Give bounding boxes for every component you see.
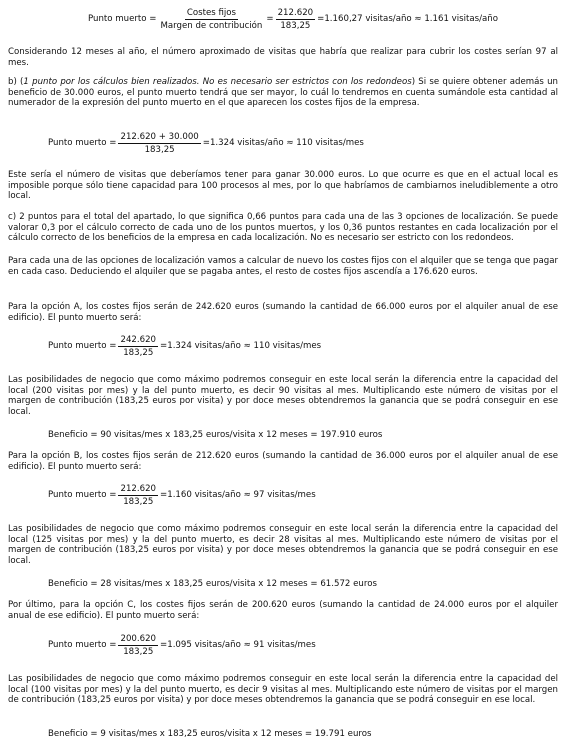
text-italic: 1 punto por los cálculos bien realizados. No es necesario ser estrictos con los redondeos <box>23 77 412 87</box>
fraction-numerator: 212.620 <box>120 484 157 494</box>
paragraph-c: c) 2 puntos para el total del apartado, lo que significa 0,66 puntos para cada una de las 3 opciones de localización. Se puede valorar 0,3 por el cálculo correcto de cada uno de los puntos muertos, y los 0,36 puntos restantes en cada localización por el cálculo correcto de los beneficios de la empresa en cada localización. No es necesario ser estricto con los redondeos. <box>8 212 558 244</box>
equation-break-even-1 <box>88 8 498 31</box>
equation-break-even-c <box>48 634 316 657</box>
fraction-denominator: 183,25 <box>144 145 175 155</box>
text: b) ( <box>8 77 24 87</box>
fraction-numerator: 200.620 <box>120 634 157 644</box>
equation-break-even-a <box>48 335 321 358</box>
eq-rhs: =1.324 visitas/año ≈ 110 visitas/mes <box>160 341 322 352</box>
eq-lhs: Punto muerto = <box>48 138 117 149</box>
paragraph: Este sería el número de visitas que deberíamos tener para ganar 30.000 euros. Lo que ocurre es que en el actual local es imposible porque sólo tiene capacidad para 100 procesos al mes, por lo que habríamos de cambiarnos ineludiblemente a otro local. <box>8 170 558 202</box>
text: ) Si se quiere obtener además un beneficio de 30.000 euros, el punto muerto tendrá que ser mayor, lo cuál lo tendremos en cuenta sumándole esta cantidad al numerador de la expresión del punto muerto en el que aparecen los costes fijos de la empresa. <box>8 77 558 109</box>
fraction <box>158 8 264 31</box>
paragraph-b <box>8 77 558 109</box>
fraction <box>118 484 158 507</box>
paragraph: Las posibilidades de negocio que como máximo podremos conseguir en este local serán la diferencia entre la capacidad del local (200 visitas por mes) y la del punto muerto, es decir 90 visitas al mes. Multiplicando este número de visitas por el margen de contribución (183,25 euros por visita) y por doce meses obtendremos la ganancia que se podrá conseguir en ese local. <box>8 375 558 418</box>
fraction <box>118 132 200 155</box>
paragraph: Para cada una de las opciones de localización vamos a calcular de nuevo los costes fijos con el alquiler que se tenga que pagar en cada caso. Deduciendo el alquiler que se pagaba antes, el resto de costes fijos ascendía a 176.620 euros. <box>8 256 558 277</box>
fraction-denominator: 183,25 <box>123 497 154 507</box>
paragraph: Las posibilidades de negocio que como máximo podremos conseguir en este local serán la diferencia entre la capacidad del local (125 visitas por mes) y la del punto muerto, es decir 28 visitas al mes. Multiplicando este número de visitas por el margen de contribución (183,25 euros por visita) y por doce meses obtendremos la ganancia que se podrá conseguir en ese local. <box>8 524 558 567</box>
eq-rhs: =1.160,27 visitas/año ≈ 1.161 visitas/año <box>317 14 498 25</box>
eq-equals: = <box>266 14 274 25</box>
fraction <box>276 8 316 31</box>
fraction-denominator: 183,25 <box>280 21 311 31</box>
equation-break-even-b <box>48 484 316 507</box>
fraction <box>118 335 158 358</box>
fraction-denominator: Margen de contribución <box>160 21 263 31</box>
benefit-line-c: Beneficio = 9 visitas/mes x 183,25 euros/visita x 12 meses = 19.791 euros <box>48 729 372 739</box>
paragraph-option-c: Por último, para la opción C, los costes fijos serán de 200.620 euros (sumando la cantidad de 24.000 euros por el alquiler anual de ese edificio). El punto muerto será: <box>8 600 558 621</box>
eq-lhs: Punto muerto = <box>48 341 117 352</box>
fraction-denominator: 183,25 <box>123 348 154 358</box>
benefit-line-b: Beneficio = 28 visitas/mes x 183,25 euros/visita x 12 meses = 61.572 euros <box>48 579 377 589</box>
fraction-numerator: 212.620 <box>277 8 314 18</box>
eq-lhs: Punto muerto = <box>48 640 117 651</box>
eq-rhs: =1.095 visitas/año ≈ 91 visitas/mes <box>160 640 316 651</box>
benefit-line-a: Beneficio = 90 visitas/mes x 183,25 euros/visita x 12 meses = 197.910 euros <box>48 430 383 440</box>
eq-lhs: Punto muerto = <box>88 14 157 25</box>
fraction-numerator: 242.620 <box>120 335 157 345</box>
eq-rhs: =1.160 visitas/año ≈ 97 visitas/mes <box>160 490 316 501</box>
paragraph-option-a: Para la opción A, los costes fijos serán de 242.620 euros (sumando la cantidad de 66.000 euros por el alquiler anual de ese edificio). El punto muerto será: <box>8 302 558 323</box>
equation-break-even-2 <box>48 132 364 155</box>
paragraph: Considerando 12 meses al año, el número aproximado de visitas que habría que realizar para cubrir los costes serían 97 al mes. <box>8 47 558 68</box>
paragraph-option-b: Para la opción B, los costes fijos serán de 212.620 euros (sumando la cantidad de 36.000 euros por el alquiler anual de ese edificio). El punto muerto será: <box>8 451 558 472</box>
fraction <box>118 634 158 657</box>
fraction-denominator: 183,25 <box>123 647 154 657</box>
fraction-numerator: 212.620 + 30.000 <box>120 132 199 142</box>
paragraph: Las posibilidades de negocio que como máximo podremos conseguir en este local serán la diferencia entre la capacidad del local (100 visitas por mes) y la del punto muerto, es decir 9 visitas al mes. Multiplicando este número de visitas por el margen de contribución (183,25 euros por visita) y por doce meses obtendremos la ganancia que se podrá conseguir en ese local. <box>8 674 558 706</box>
eq-rhs: =1.324 visitas/año ≈ 110 visitas/mes <box>202 138 364 149</box>
fraction-numerator: Costes fijos <box>186 8 236 18</box>
eq-lhs: Punto muerto = <box>48 490 117 501</box>
